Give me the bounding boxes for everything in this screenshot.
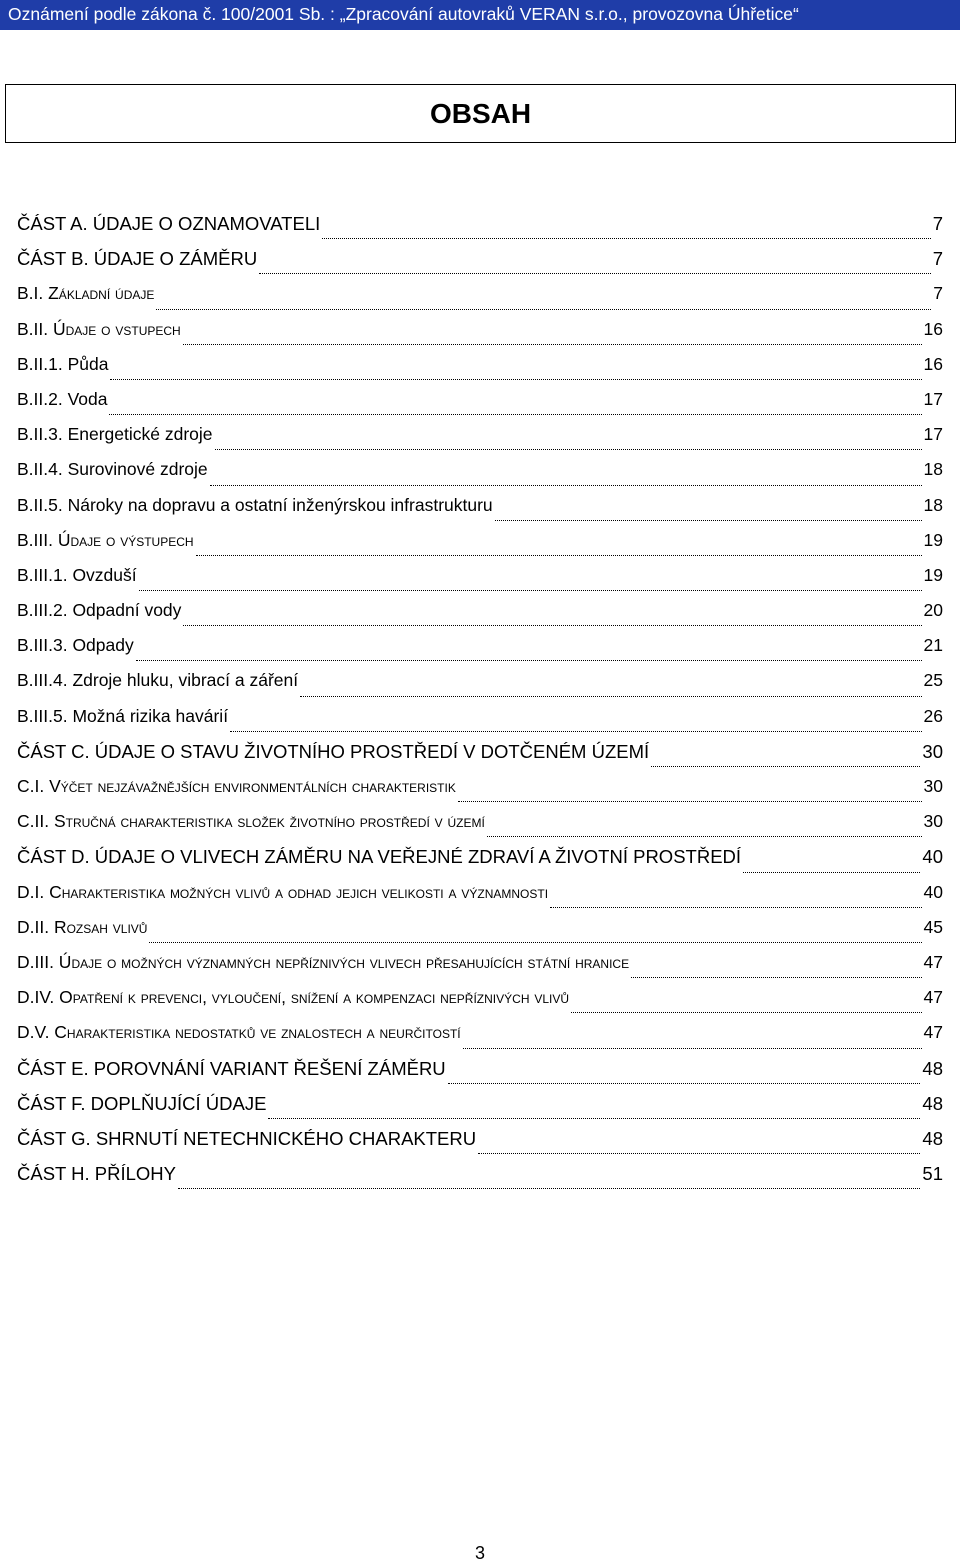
- toc-entry[interactable]: [17, 917, 943, 952]
- toc-entry-page: 30: [923, 776, 943, 796]
- toc-entry-title: C.II. Stručná charakteristika složek životního prostředí v území: [17, 811, 485, 832]
- toc-dot-leader: [183, 343, 922, 345]
- toc-dot-leader: [110, 378, 921, 380]
- toc-entry[interactable]: [17, 213, 943, 248]
- toc-entry-title: ČÁST B. ÚDAJE O ZÁMĚRU: [17, 248, 258, 270]
- toc-entry[interactable]: [17, 882, 943, 917]
- toc-entry[interactable]: [17, 389, 943, 424]
- toc-entry-page: 18: [923, 459, 943, 480]
- toc-entry[interactable]: [17, 1022, 943, 1057]
- toc-dot-leader: [550, 906, 922, 908]
- toc-entry[interactable]: [17, 459, 943, 494]
- toc-entry-title: D.V. Charakteristika nedostatků ve znalostech a neurčitostí: [17, 1022, 461, 1043]
- toc-entry-title: B.II.2. Voda: [17, 388, 108, 409]
- toc-entry-title: C.I. Výčet nejzávažnějších environmentálních charakteristik: [17, 776, 456, 796]
- toc-entry-page: 47: [923, 951, 943, 972]
- toc-entry-page: 47: [923, 1022, 943, 1043]
- toc-entry-title: D.IV. Opatření k prevenci, vyloučení, snížení a kompenzaci nepříznivých vlivů: [17, 987, 570, 1008]
- toc-entry[interactable]: [17, 354, 943, 389]
- toc-entry-title: ČÁST A. ÚDAJE O OZNAMOVATELI: [17, 213, 321, 234]
- toc-entry-page: 20: [923, 600, 943, 621]
- toc-dot-leader: [196, 554, 922, 556]
- toc-entry-page: 25: [923, 670, 943, 691]
- toc-dot-leader: [183, 624, 921, 626]
- toc-entry[interactable]: [17, 319, 943, 354]
- toc-entry-title: B.III.1. Ovzduší: [17, 564, 137, 585]
- toc-dot-leader: [136, 659, 922, 661]
- toc-entry[interactable]: [17, 811, 943, 846]
- toc-dot-leader: [743, 871, 920, 873]
- toc-entry-title: D.II. Rozsah vlivů: [17, 916, 148, 937]
- toc-entry-title: ČÁST F. DOPLŇUJÍCÍ ÚDAJE: [17, 1092, 267, 1114]
- toc-dot-leader: [487, 835, 922, 837]
- page-title: OBSAH: [429, 97, 532, 129]
- toc-entry-page: 21: [923, 635, 943, 656]
- toc-entry[interactable]: [17, 706, 943, 741]
- toc-entry-page: 40: [922, 846, 943, 868]
- toc-entry[interactable]: [17, 741, 943, 776]
- toc-dot-leader: [156, 308, 931, 310]
- toc-entry-title: B.III.4. Zdroje hluku, vibrací a záření: [17, 670, 299, 691]
- table-of-contents: [17, 213, 943, 1198]
- toc-entry[interactable]: [17, 846, 943, 881]
- toc-entry-page: 17: [923, 388, 943, 409]
- toc-entry[interactable]: [17, 600, 943, 635]
- toc-entry-title: ČÁST D. ÚDAJE O VLIVECH ZÁMĚRU NA VEŘEJNÉ ZDRAVÍ A ŽIVOTNÍ PROSTŘEDÍ: [17, 846, 742, 868]
- toc-entry-page: 16: [923, 318, 943, 339]
- toc-dot-leader: [109, 413, 921, 415]
- toc-entry-page: 48: [922, 1127, 943, 1149]
- toc-dot-leader: [268, 1117, 920, 1119]
- toc-entry-page: 16: [923, 353, 943, 374]
- toc-dot-leader: [463, 1047, 922, 1049]
- toc-entry[interactable]: [17, 1128, 943, 1163]
- toc-entry-title: B.III.2. Odpadní vody: [17, 600, 182, 621]
- toc-dot-leader: [215, 448, 922, 450]
- toc-entry-page: 26: [923, 705, 943, 726]
- toc-entry-title: B.III.3. Odpady: [17, 635, 134, 656]
- toc-entry[interactable]: [17, 776, 943, 811]
- toc-entry-title: ČÁST C. ÚDAJE O STAVU ŽIVOTNÍHO PROSTŘEDÍ V DOTČENÉM ÚZEMÍ: [17, 740, 650, 762]
- toc-entry[interactable]: [17, 1093, 943, 1128]
- document-header: Oznámení podle zákona č. 100/2001 Sb. : „Zpracování autovraků VERAN s.r.o., provozovna Úhřetice“: [8, 4, 799, 24]
- toc-entry[interactable]: [17, 1058, 943, 1093]
- toc-dot-leader: [631, 976, 921, 978]
- toc-entry-page: 48: [922, 1057, 943, 1079]
- toc-entry[interactable]: [17, 283, 943, 318]
- toc-entry[interactable]: [17, 635, 943, 670]
- toc-entry[interactable]: [17, 987, 943, 1022]
- toc-entry-page: 30: [922, 740, 943, 762]
- toc-entry[interactable]: [17, 530, 943, 565]
- toc-entry-title: B.I. Základní údaje: [17, 283, 155, 304]
- toc-entry-page: 7: [932, 248, 943, 270]
- toc-dot-leader: [210, 484, 922, 486]
- toc-entry-page: 18: [923, 494, 943, 515]
- toc-entry[interactable]: [17, 495, 943, 530]
- toc-entry-title: B.II.1. Půda: [17, 353, 109, 374]
- toc-entry[interactable]: [17, 1163, 943, 1198]
- toc-entry-page: 45: [923, 916, 943, 937]
- toc-entry-title: ČÁST H. PŘÍLOHY: [17, 1163, 177, 1185]
- toc-entry-page: 19: [923, 529, 943, 550]
- page-number: 3: [474, 1543, 485, 1563]
- toc-entry-page: 48: [922, 1092, 943, 1114]
- toc-entry[interactable]: [17, 670, 943, 705]
- toc-entry[interactable]: [17, 952, 943, 987]
- toc-dot-leader: [478, 1152, 920, 1154]
- toc-entry-title: D.III. Údaje o možných významných nepříznivých vlivech přesahujících státní hranice: [17, 951, 630, 972]
- toc-dot-leader: [651, 765, 920, 767]
- toc-entry-title: B.II.3. Energetické zdroje: [17, 424, 213, 445]
- toc-entry-title: B.II. Údaje o vstupech: [17, 318, 181, 339]
- toc-entry-title: D.I. Charakteristika možných vlivů a odhad jejich velikosti a významnosti: [17, 881, 549, 902]
- toc-entry-title: ČÁST E. POROVNÁNÍ VARIANT ŘEŠENÍ ZÁMĚRU: [17, 1057, 446, 1079]
- toc-entry-title: B.II.4. Surovinové zdroje: [17, 459, 208, 480]
- toc-entry-title: B.III. Údaje o výstupech: [17, 529, 194, 550]
- toc-entry-title: ČÁST G. SHRNUTÍ NETECHNICKÉHO CHARAKTERU: [17, 1127, 477, 1149]
- toc-entry[interactable]: [17, 565, 943, 600]
- toc-dot-leader: [139, 589, 922, 591]
- toc-dot-leader: [458, 800, 922, 802]
- toc-entry-page: 17: [923, 424, 943, 445]
- toc-dot-leader: [448, 1082, 921, 1084]
- toc-dot-leader: [571, 1011, 922, 1013]
- toc-entry-page: 7: [932, 213, 943, 234]
- toc-entry-page: 30: [923, 811, 943, 832]
- title-box: [5, 84, 956, 143]
- toc-entry-page: 47: [923, 987, 943, 1008]
- toc-entry-page: 19: [923, 564, 943, 585]
- toc-entry-title: B.III.5. Možná rizika havárií: [17, 705, 229, 726]
- toc-dot-leader: [178, 1187, 920, 1189]
- toc-entry[interactable]: [17, 424, 943, 459]
- toc-dot-leader: [495, 519, 922, 521]
- toc-entry-page: 51: [922, 1163, 943, 1185]
- toc-entry-page: 7: [933, 283, 943, 304]
- toc-dot-leader: [230, 730, 921, 732]
- toc-entry[interactable]: [17, 248, 943, 283]
- toc-dot-leader: [259, 272, 931, 274]
- toc-dot-leader: [149, 941, 921, 943]
- toc-entry-page: 40: [923, 881, 943, 902]
- toc-dot-leader: [322, 237, 930, 239]
- toc-entry-title: B.II.5. Nároky na dopravu a ostatní inženýrskou infrastrukturu: [17, 494, 493, 515]
- toc-dot-leader: [300, 695, 921, 697]
